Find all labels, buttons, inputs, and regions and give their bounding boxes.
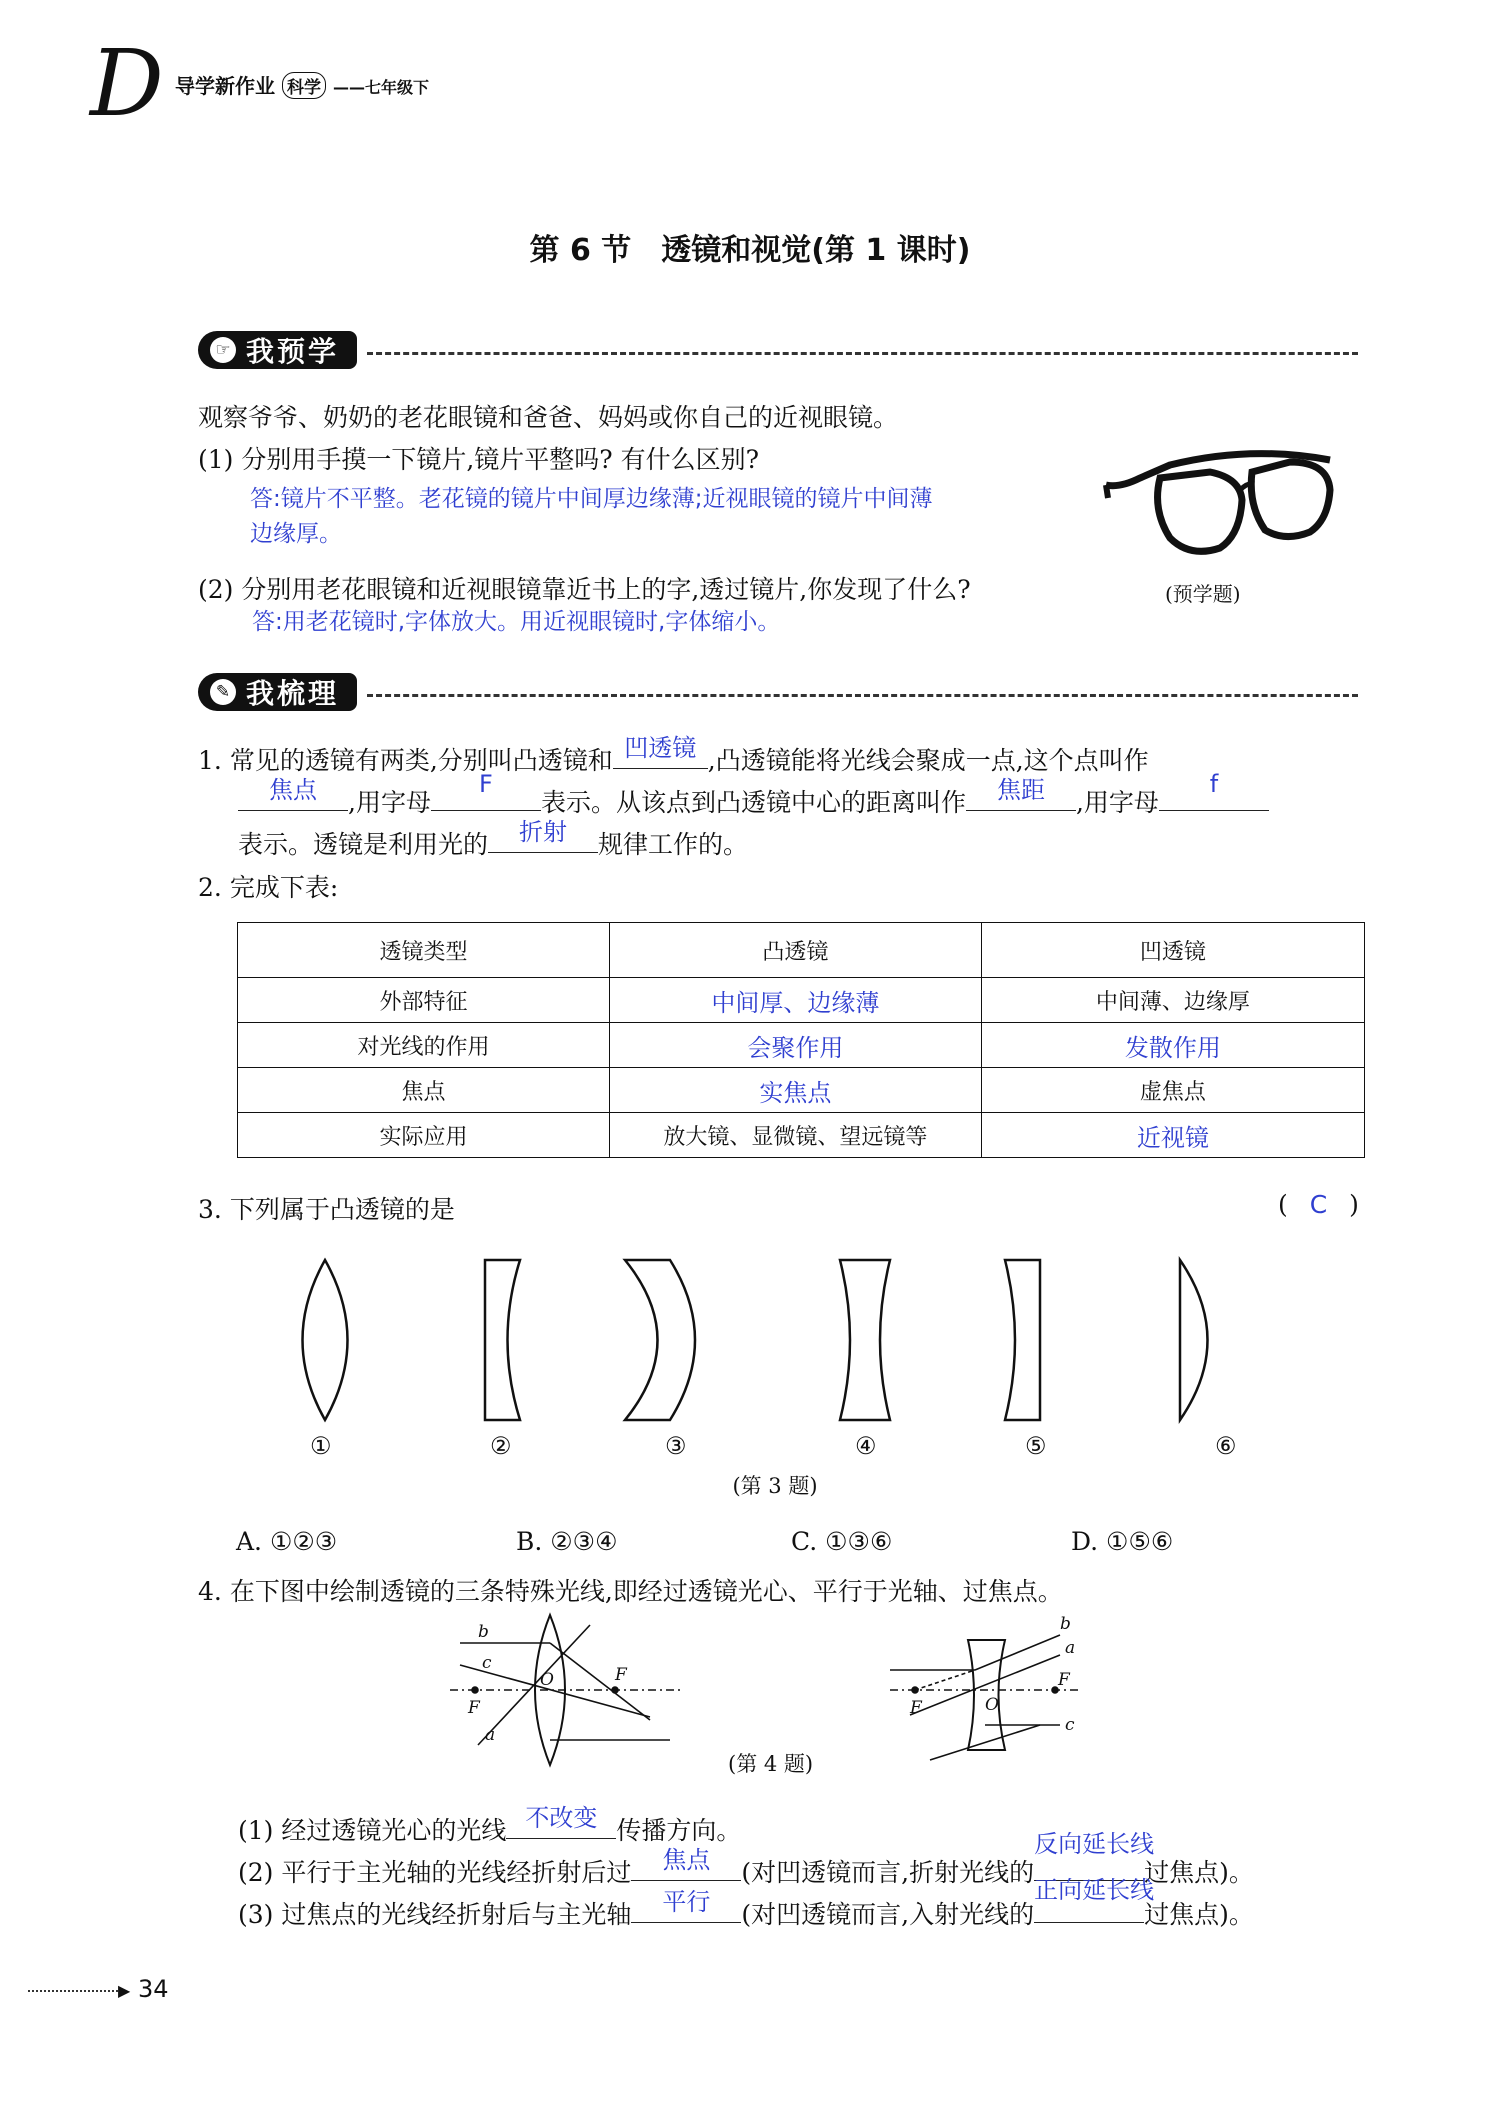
ray-label-b: b	[1060, 1614, 1071, 1634]
q1-answer-1: 凹透镜	[624, 734, 697, 762]
section-preview-pill	[198, 331, 357, 369]
q4-number: 4.	[198, 1577, 222, 1606]
q4-text: 在下图中绘制透镜的三条特殊光线,即经过透镜光心、平行于光轴、过焦点。	[229, 1577, 1063, 1606]
optical-center-label: O	[540, 1670, 554, 1690]
q1-blank-2	[238, 776, 348, 811]
section-review-banner	[198, 672, 1358, 712]
table-header-cell: 凹透镜	[981, 923, 1364, 978]
glasses-caption: (预学题)	[1165, 582, 1241, 606]
preview-a1-line2: 边缘厚。	[250, 521, 342, 547]
table-header-cell: 透镜类型	[238, 923, 610, 978]
footer-arrow	[28, 1990, 118, 1992]
q1-text: ,凸透镜能将光线会聚成一点,这个点叫作	[707, 746, 1149, 775]
table-row	[238, 1068, 1365, 1113]
table-cell-answer: 中间厚、边缘薄	[609, 978, 981, 1023]
pencil-icon: ✎	[210, 679, 236, 705]
q1-text: 表示。从该点到凸透镜中心的距离叫作	[540, 788, 966, 817]
focus-label: F	[1058, 1670, 1070, 1690]
q1-blank-3	[431, 770, 541, 811]
q4-blank-5	[1034, 1876, 1155, 1923]
q2-line	[198, 868, 338, 904]
q1-text: 表示。透镜是利用光的	[238, 830, 489, 859]
lens-1-biconvex	[303, 1260, 348, 1420]
q1-answer-2: 焦点	[269, 776, 317, 804]
lens-label: ⑥	[1215, 1432, 1237, 1460]
table-cell-answer: 会聚作用	[609, 1023, 981, 1068]
q4-text: (对凹透镜而言,折射光线的	[741, 1858, 1035, 1887]
table-cell: 外部特征	[238, 978, 610, 1023]
table-cell: 中间薄、边缘厚	[981, 978, 1364, 1023]
q4-answer-4: 平行	[662, 1888, 711, 1916]
table-cell-answer: 发散作用	[981, 1023, 1364, 1068]
q1-blank-5	[1159, 770, 1269, 811]
q4-text: 过焦点)。	[1144, 1858, 1254, 1887]
q4-text: 过焦点)。	[1144, 1900, 1254, 1929]
ray-label-b: b	[478, 1622, 489, 1642]
focus-label: F	[468, 1698, 480, 1718]
option-c[interactable]: C. ①③⑥	[791, 1527, 893, 1556]
option-b[interactable]: B. ②③④	[516, 1527, 618, 1556]
lens-label: ③	[665, 1432, 687, 1460]
q1-text: ,用字母	[1075, 788, 1159, 817]
lens-table	[237, 922, 1365, 1158]
lens-label: ⑤	[1025, 1432, 1047, 1460]
table-row	[238, 978, 1365, 1023]
ray-label-a: a	[485, 1725, 496, 1745]
preview-intro: 观察爷爷、奶奶的老花眼镜和爸爸、妈妈或你自己的近视眼镜。	[198, 403, 899, 432]
divider	[367, 352, 1358, 355]
q3-caption: (第 3 题)	[732, 1474, 818, 1498]
q4-text: (3) 过焦点的光线经折射后与主光轴	[238, 1900, 632, 1929]
glasses-figure	[1100, 450, 1340, 570]
lens-4-biconcave	[840, 1260, 890, 1420]
book-title: 导学新作业	[175, 74, 275, 98]
q1-blank-1	[613, 734, 708, 769]
q4-answer-5: 正向延长线	[1034, 1876, 1155, 1904]
q1-text: 规律工作的。	[598, 830, 749, 859]
section-review-pill	[198, 673, 357, 711]
hand-icon: ☞	[210, 337, 236, 363]
arrow-icon: ▶	[118, 1981, 131, 2000]
q3-answer-paren	[1278, 1190, 1359, 1219]
q4-blank-2	[631, 1846, 741, 1881]
preview-q1: (1) 分别用手摸一下镜片,镜片平整吗? 有什么区别?	[198, 445, 760, 474]
q3-answer: C	[1309, 1190, 1328, 1219]
q4-blank-4	[631, 1888, 741, 1923]
subject-badge: 科学	[282, 72, 326, 99]
paren-open: (	[1278, 1190, 1288, 1219]
table-cell-answer: 近视镜	[981, 1113, 1364, 1158]
divider	[367, 694, 1358, 697]
q4-answer-1: 不改变	[525, 1804, 598, 1832]
table-row	[238, 1023, 1365, 1068]
lens-label: ④	[855, 1432, 877, 1460]
section-preview-banner	[198, 330, 1358, 370]
q3-lens-labels	[280, 1432, 1280, 1462]
q1-blank-6	[488, 818, 598, 853]
option-d[interactable]: D. ①⑤⑥	[1071, 1527, 1174, 1556]
ray-label-c: c	[1065, 1715, 1075, 1735]
q4-line	[198, 1572, 1063, 1608]
lens-5-meniscus-concave	[1005, 1260, 1040, 1420]
q1-blank-4	[966, 776, 1076, 811]
q3-lens-figure	[280, 1250, 1280, 1430]
table-cell: 虚焦点	[981, 1068, 1364, 1113]
page-title: 第 6 节 透镜和视觉(第 1 课时)	[529, 233, 971, 268]
section-preview-label: 我预学	[246, 335, 340, 368]
table-header-cell: 凸透镜	[609, 923, 981, 978]
paren-close: )	[1349, 1190, 1359, 1219]
table-cell: 焦点	[238, 1068, 610, 1113]
table-cell: 实际应用	[238, 1113, 610, 1158]
q4-text: (2) 平行于主光轴的光线经折射后过	[238, 1858, 632, 1887]
table-cell: 对光线的作用	[238, 1023, 610, 1068]
q1-answer-6: 折射	[519, 818, 568, 846]
q4-answer-2: 焦点	[662, 1846, 711, 1874]
q1-answer-3: F	[479, 770, 493, 798]
q4-sub3	[238, 1876, 1254, 1931]
table-cell: 放大镜、显微镜、望远镜等	[609, 1113, 981, 1158]
q1-answer-4: 焦距	[996, 776, 1045, 804]
q4-text: (1) 经过透镜光心的光线	[238, 1816, 507, 1845]
q3-line	[198, 1190, 455, 1226]
q4-text: 传播方向。	[616, 1816, 742, 1845]
header	[80, 30, 680, 137]
q2-text: 完成下表:	[229, 873, 339, 902]
preview-a1-line1: 答:镜片不平整。老花镜的镜片中间厚边缘薄;近视眼镜的镜片中间薄	[250, 486, 933, 512]
footer	[28, 1975, 169, 2003]
table-header-row	[238, 923, 1365, 978]
q3-number: 3.	[198, 1195, 222, 1224]
q2-number: 2.	[198, 873, 222, 902]
ray-label-c: c	[482, 1653, 492, 1673]
lens-6-plano-convex	[1180, 1260, 1208, 1420]
focus-label: F	[615, 1665, 627, 1685]
q1-text: ,用字母	[348, 788, 431, 817]
optical-center-label: O	[985, 1695, 999, 1715]
q4-caption: (第 4 题)	[728, 1752, 814, 1776]
table-cell-answer: 实焦点	[609, 1068, 981, 1113]
logo-letter: D	[90, 30, 164, 137]
preview-a2: 答:用老花镜时,字体放大。用近视眼镜时,字体缩小。	[252, 609, 781, 635]
grade-label: ——七年级下	[332, 78, 429, 97]
preview-q2: (2) 分别用老花眼镜和近视眼镜靠近书上的字,透过镜片,你发现了什么?	[198, 575, 971, 604]
option-a[interactable]: A. ①②③	[236, 1527, 338, 1556]
ray-label-a: a	[1065, 1638, 1076, 1658]
page-number: 34	[137, 1975, 169, 2003]
lens-2-plano-concave	[485, 1260, 520, 1420]
q4-text: (对凹透镜而言,入射光线的	[741, 1900, 1035, 1929]
q4-answer-3: 反向延长线	[1034, 1830, 1155, 1858]
q1-number: 1.	[198, 746, 222, 775]
q1-answer-5: f	[1209, 770, 1219, 798]
q3-text: 下列属于凸透镜的是	[229, 1195, 455, 1224]
q4-ray-diagram	[440, 1605, 1100, 1770]
q4-blank-1	[506, 1804, 616, 1839]
section-review-label: 我梳理	[246, 677, 340, 710]
lens-3-meniscus	[625, 1260, 695, 1420]
lens-label: ②	[490, 1432, 512, 1460]
focus-label: F	[910, 1698, 922, 1718]
table-row	[238, 1113, 1365, 1158]
lens-label: ①	[310, 1432, 332, 1460]
q1-text: 常见的透镜有两类,分别叫凸透镜和	[229, 746, 613, 775]
q1-line3	[238, 818, 749, 861]
q1-line2	[238, 770, 1269, 819]
